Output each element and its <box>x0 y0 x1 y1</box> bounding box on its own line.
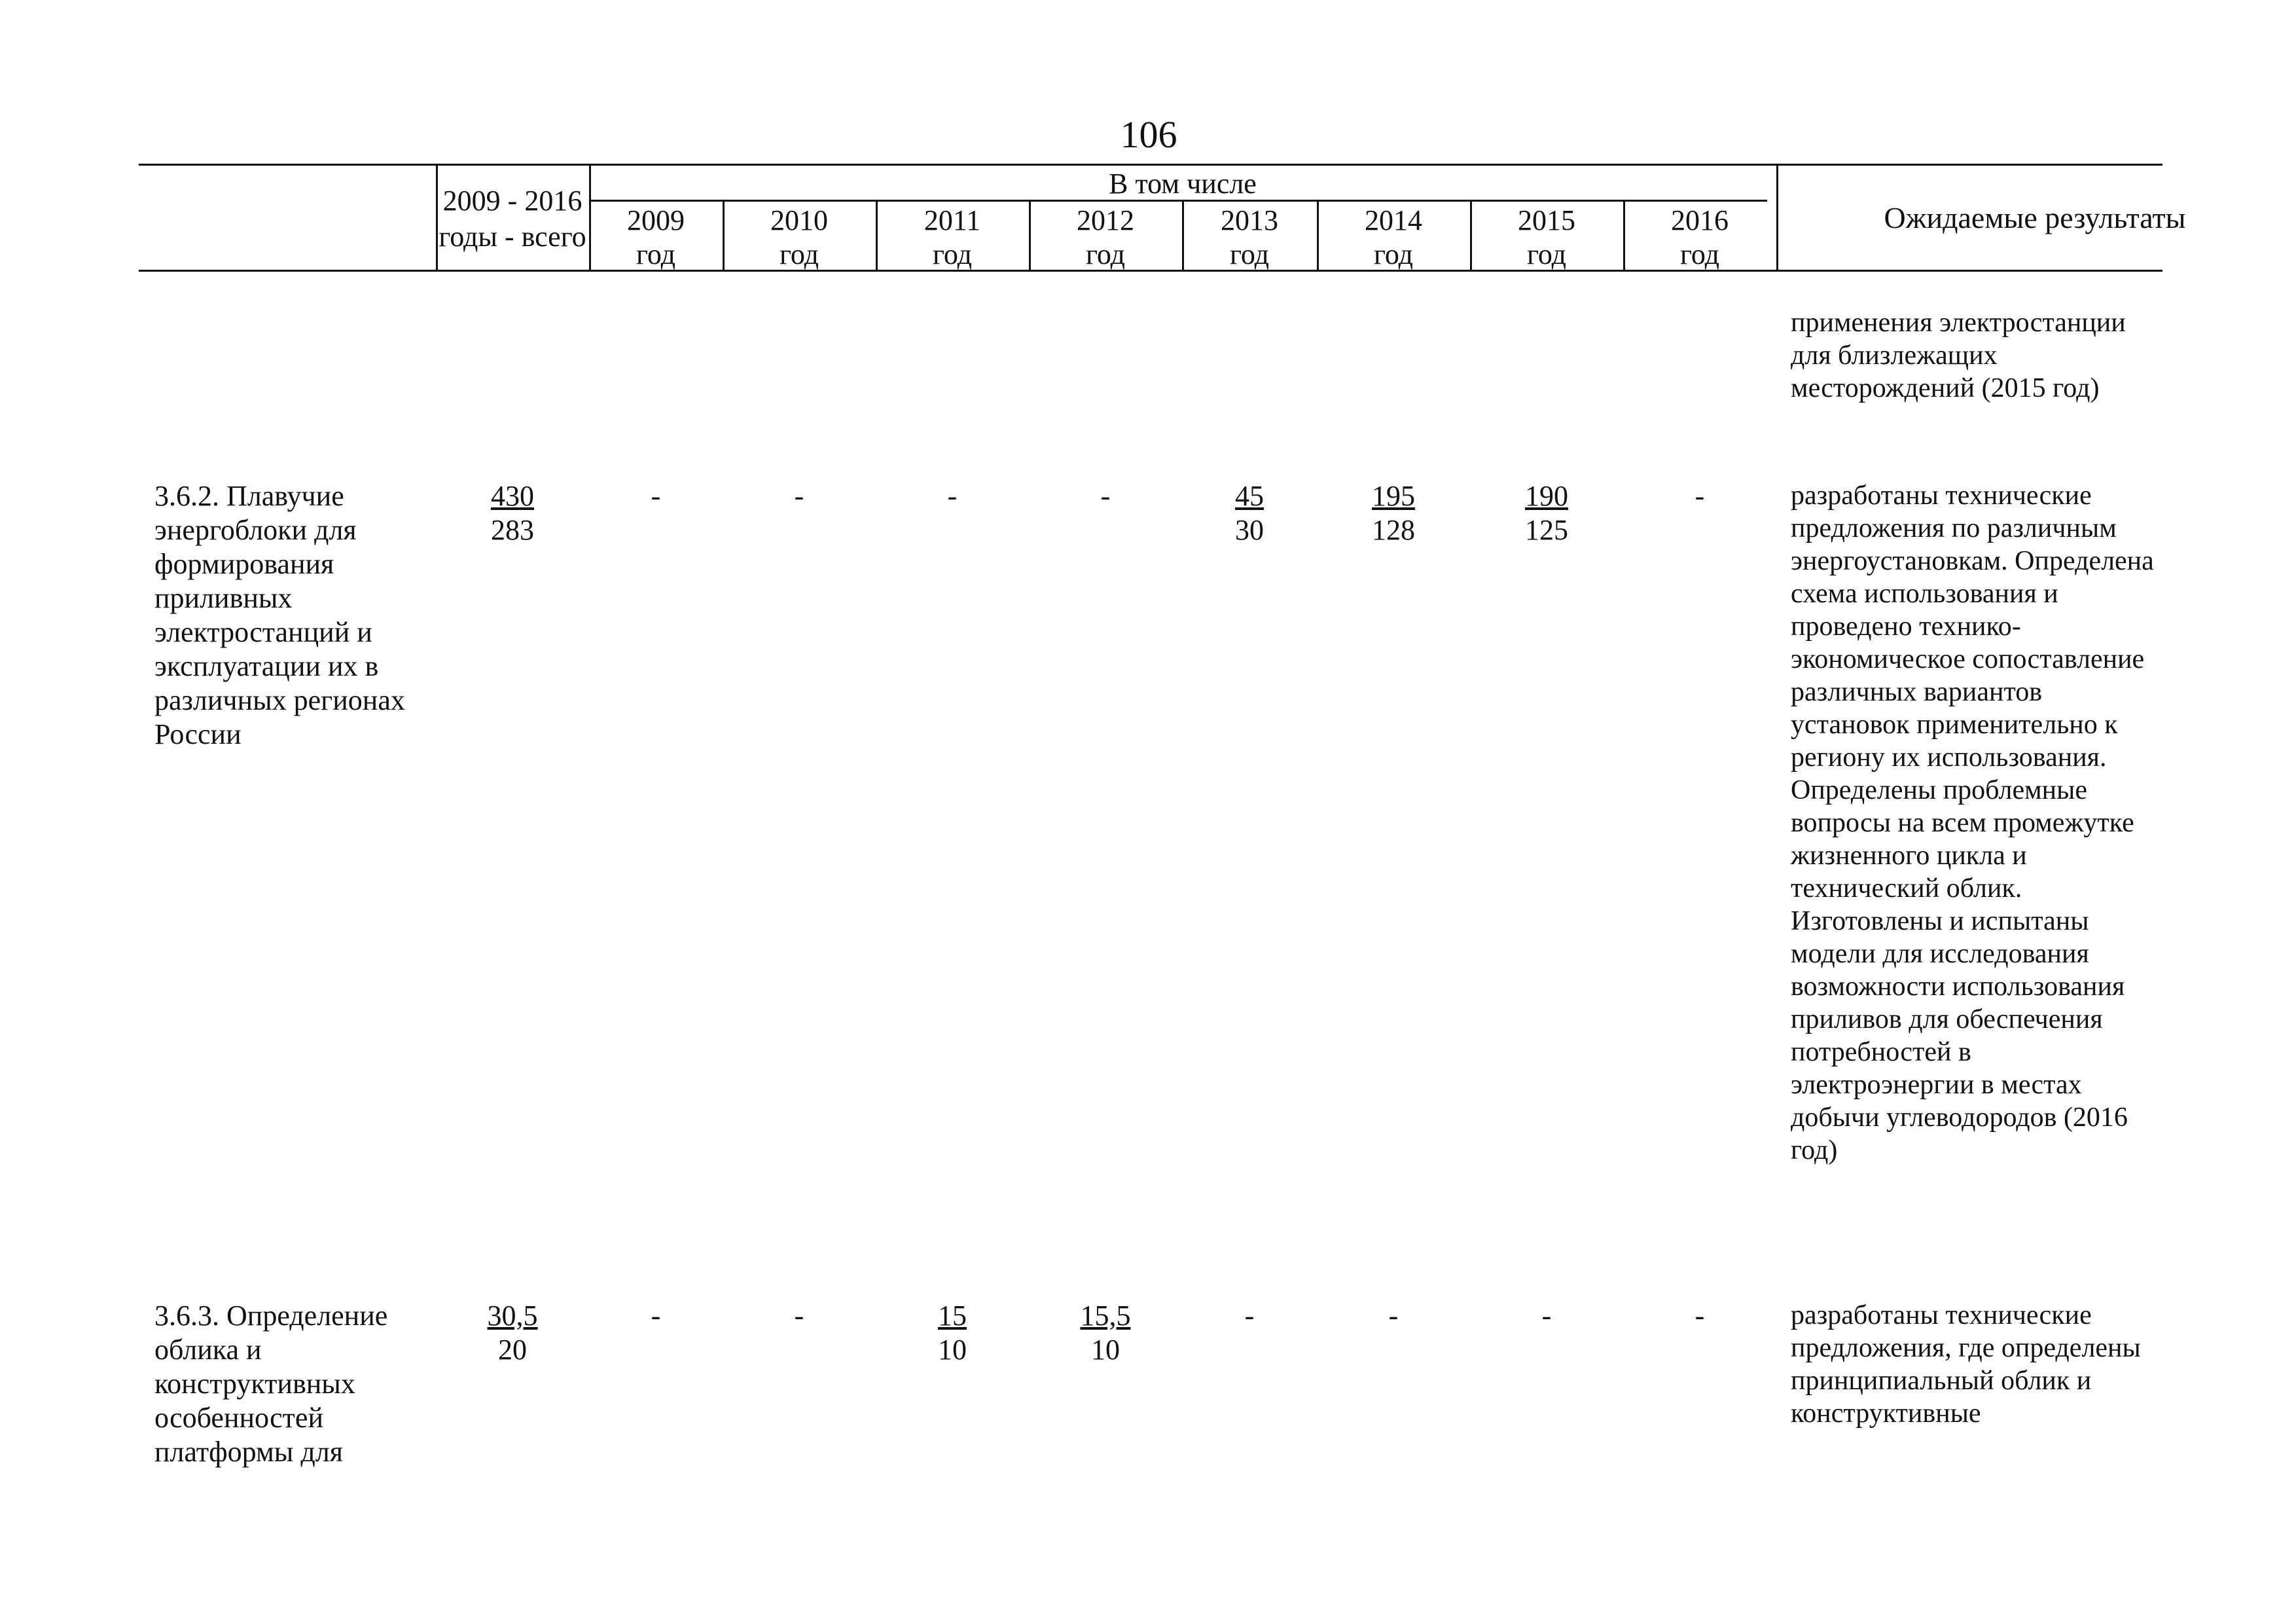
header-total-range: 2009 - 2016 <box>442 185 583 217</box>
header-year-suffix: год <box>1679 238 1720 270</box>
year-value-bottom: 128 <box>1372 514 1415 546</box>
total-top: 430 <box>491 480 534 512</box>
year-value-bottom: 125 <box>1525 514 1568 546</box>
year-cell <box>876 479 1029 513</box>
year-value-top: 45 <box>1235 480 1264 512</box>
year-value-bottom: 30 <box>1235 514 1264 546</box>
year-cell <box>1029 1299 1182 1367</box>
year-cell <box>1182 479 1317 547</box>
year-value-top: 190 <box>1525 480 1568 512</box>
year-cell <box>1470 479 1623 547</box>
year-cell <box>1623 479 1776 513</box>
year-value-top: - <box>651 1300 661 1332</box>
total-top: 30,5 <box>487 1300 538 1332</box>
year-cell <box>1029 479 1182 513</box>
year-cell <box>1317 1299 1470 1333</box>
year-value-top: - <box>947 480 958 512</box>
row-total <box>436 479 589 547</box>
header-year-suffix: год <box>1373 238 1414 270</box>
year-value-top: - <box>1244 1300 1255 1332</box>
year-cell <box>1470 1299 1623 1333</box>
result-continuation: применения электростанции для близлежащих месторождений (2015 год) <box>1791 308 2126 403</box>
header-year-suffix: год <box>1526 238 1567 270</box>
total-bottom: 20 <box>498 1334 527 1366</box>
year-cell <box>1317 479 1470 547</box>
header-year: 2012 <box>1077 204 1134 236</box>
header-year-suffix: год <box>636 238 676 270</box>
header-year-suffix: год <box>779 238 819 270</box>
row-label-3-6-2: 3.6.2. Плавучие энергоблоки для формирования приливных электростанций и эксплуатации их в различных регионах России <box>154 480 405 750</box>
row-result-3-6-2: разработаны технические предложения по различным энергоустановкам. Определена схема использования и проведено технико-экономическое сопоставление различных вариантов установок применительно к региону их использования. Определены проблемные вопросы на всем промежутке жизненного цикла и технический облик. Изготовлены и испытаны модели для исследования возможности использования приливов для обеспечения потребностей в электроэнергии в местах добычи углеводородов (2016 год) <box>1791 481 2154 1165</box>
header-including: В том числе <box>1109 168 1257 200</box>
year-value-top: - <box>651 480 661 512</box>
header-year: 2013 <box>1221 204 1278 236</box>
header-results: Ожидаемые результаты <box>1884 201 2186 234</box>
header-year: 2010 <box>770 204 828 236</box>
year-value-top: - <box>1100 480 1111 512</box>
header-year-suffix: год <box>1229 238 1270 270</box>
year-cell <box>1623 1299 1776 1333</box>
row-result-3-6-3: разработаны технические предложения, где определены принципиальный облик и конструктивные <box>1791 1300 2141 1429</box>
year-value-top: 195 <box>1372 480 1415 512</box>
year-value-top: - <box>1695 480 1705 512</box>
header-year-suffix: год <box>1085 238 1126 270</box>
year-cell <box>723 479 876 513</box>
year-cell <box>723 1299 876 1333</box>
row-label-3-6-3: 3.6.3. Определение облика и конструктивных особенностей платформы для <box>154 1300 388 1468</box>
header-year-suffix: год <box>932 238 973 270</box>
year-cell <box>1182 1299 1317 1333</box>
header-year: 2011 <box>924 204 981 236</box>
year-value-top: 15 <box>938 1300 967 1332</box>
header-year: 2009 <box>627 204 685 236</box>
year-value-top: - <box>794 1300 804 1332</box>
year-value-top: - <box>794 480 804 512</box>
year-value-top: - <box>1388 1300 1399 1332</box>
row-total <box>436 1299 589 1367</box>
year-cell <box>589 1299 723 1333</box>
year-cell <box>876 1299 1029 1367</box>
year-value-bottom: 10 <box>1091 1334 1120 1366</box>
total-bottom: 283 <box>491 514 534 546</box>
year-value-top: 15,5 <box>1080 1300 1131 1332</box>
header-year: 2014 <box>1365 204 1422 236</box>
header-year: 2016 <box>1671 204 1729 236</box>
page-number: 106 <box>1120 113 1177 156</box>
table-top-rule <box>139 164 2162 166</box>
year-value-top: - <box>1695 1300 1705 1332</box>
year-value-top: - <box>1541 1300 1552 1332</box>
year-value-bottom: 10 <box>938 1334 967 1366</box>
header-total-label: годы - всего <box>439 221 586 253</box>
header-year: 2015 <box>1518 204 1575 236</box>
year-cell <box>589 479 723 513</box>
